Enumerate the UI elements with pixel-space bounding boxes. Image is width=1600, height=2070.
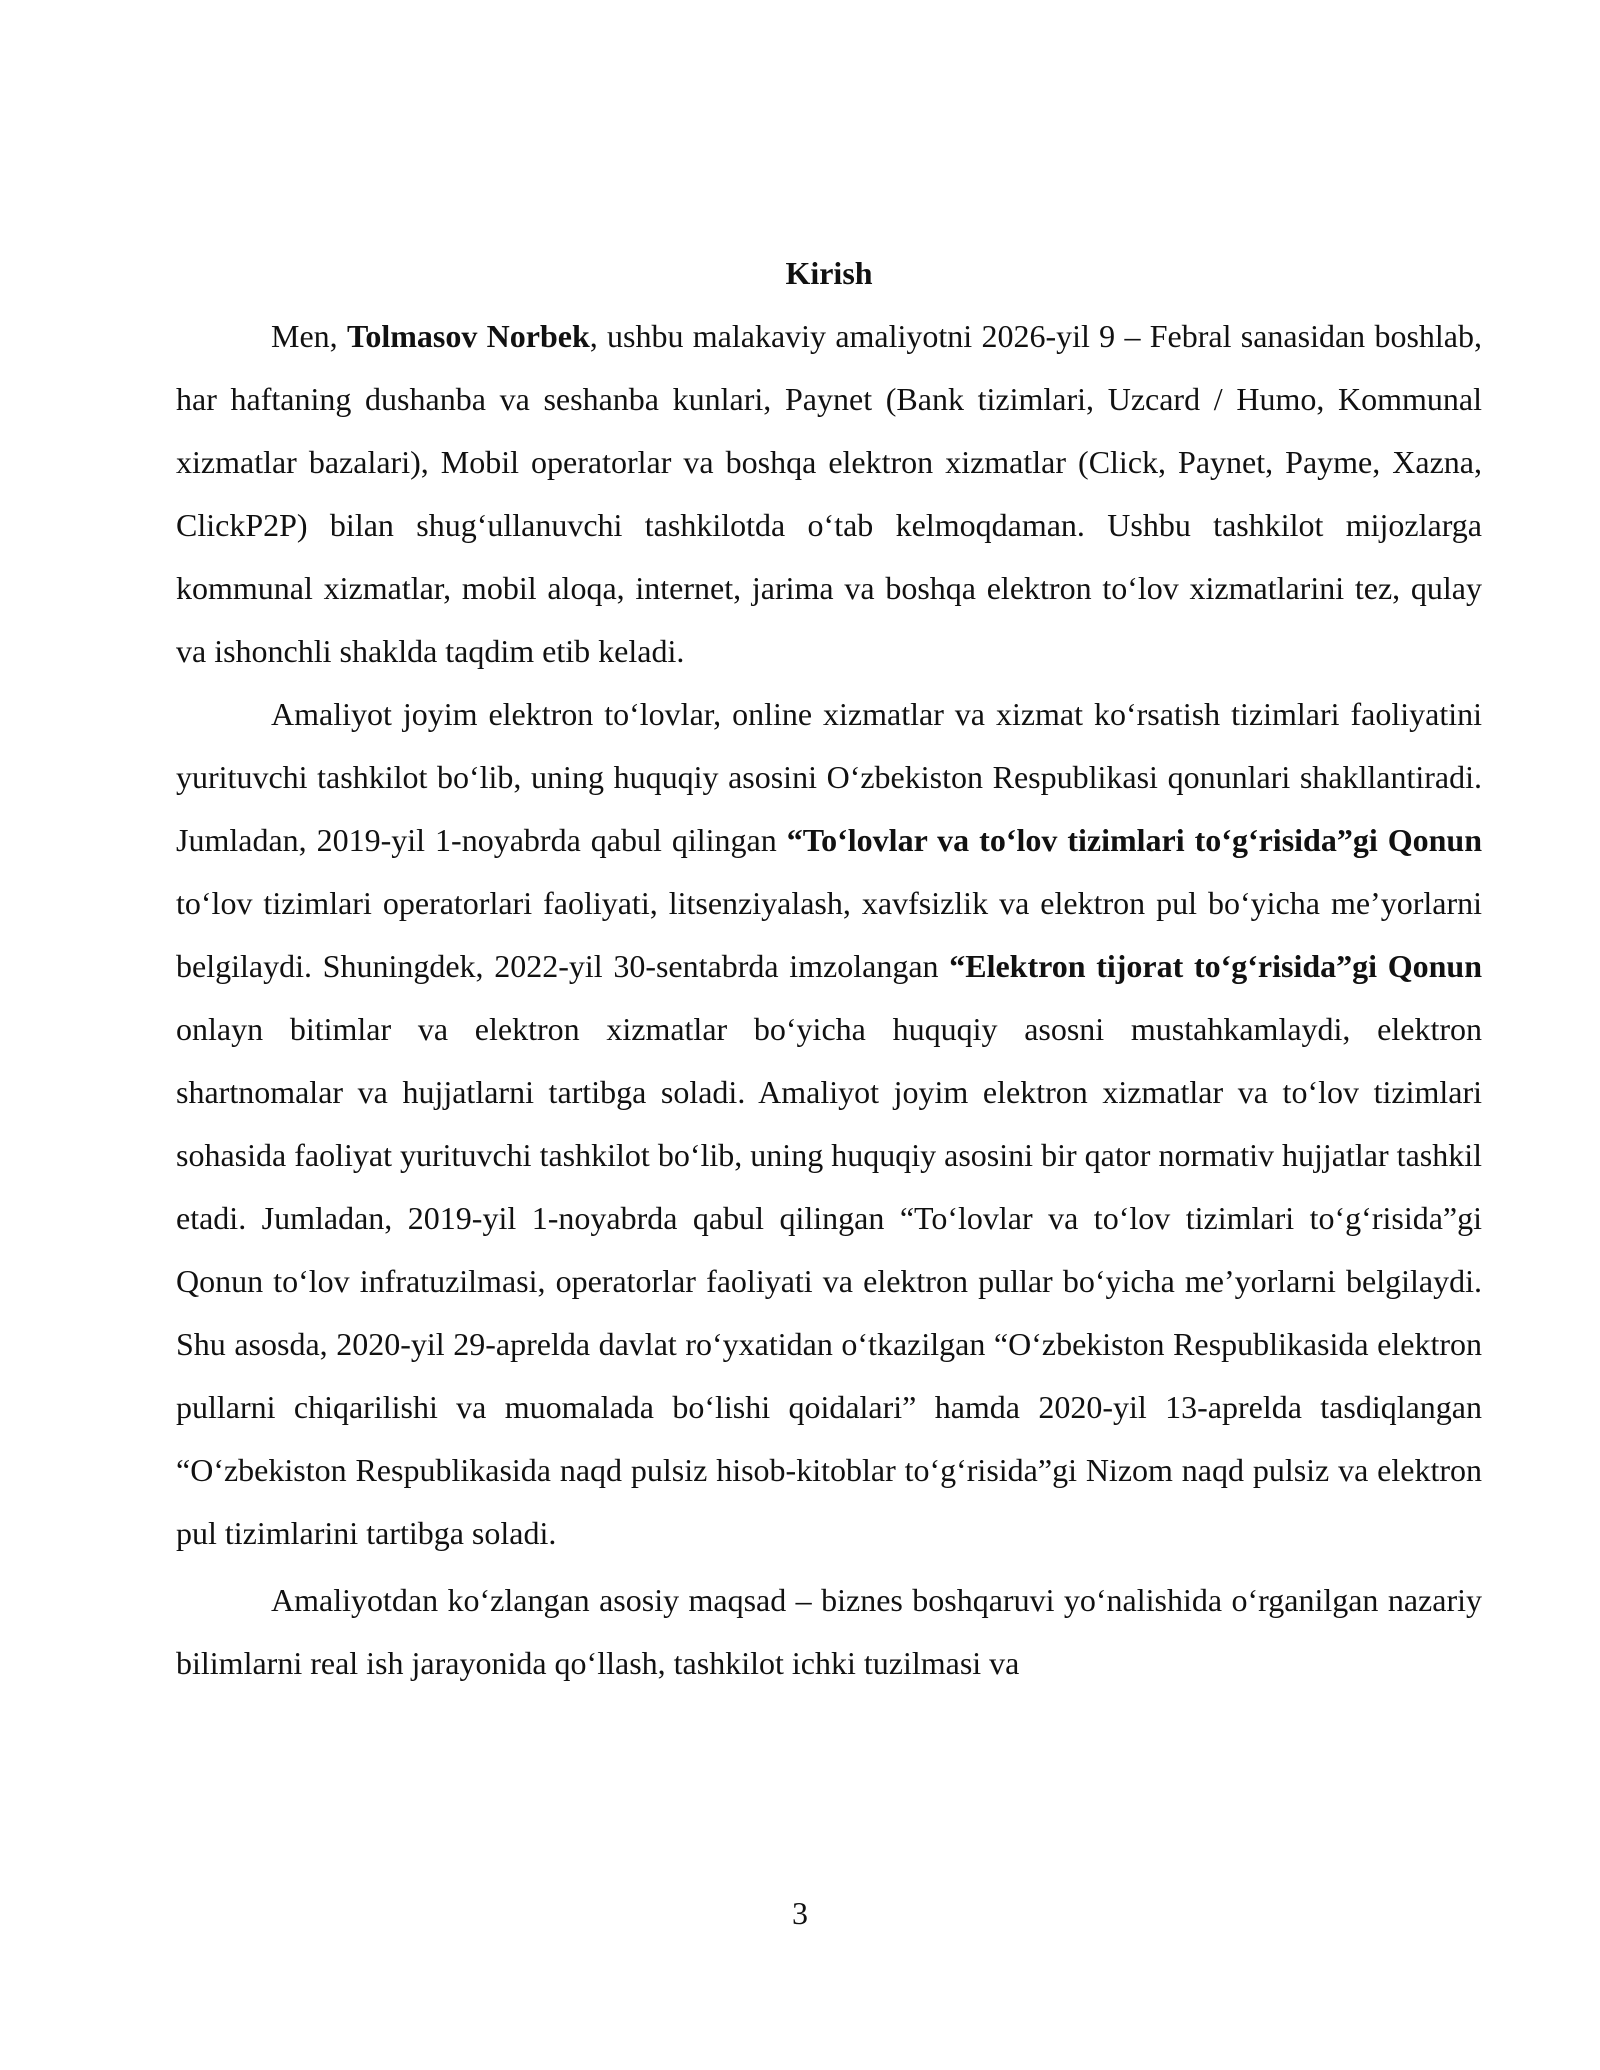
paragraph-text: toʻlov tizimlari operatorlari faoliyati, litsenziyalash, xavfsizlik va elektron pul boʻyicha meʼyorlarni belgilaydi. Shuningdek, 2022-yil 30-sentabrda imzolangan	[176, 885, 1482, 984]
paragraph-text: , ushbu malakaviy amaliyotni 2026-yil 9 – Febral sanasidan boshlab, har haftaning dushanba va seshanba kunlari, Paynet (Bank tizimlari, Uzcard / Humo, Kommunal xizmatlar bazalari), Mobil operatorlar va boshqa elektron xizmatlar (Click, Paynet, Payme, Xazna, ClickP2P) bilan shugʻullanuvchi tashkilotda oʻtab kelmoqdaman. Ushbu tashkilot mijozlarga kommunal xizmatlar, mobil aloqa, internet, jarima va boshqa elektron toʻlov xizmatlarini tez, qulay va ishonchli shaklda taqdim etib keladi.	[176, 318, 1482, 669]
section-heading: Kirish	[785, 255, 873, 291]
author-name: Tolmasov Norbek	[346, 318, 590, 354]
law-title-ecommerce: “Elektron tijorat toʻgʻrisida”gi Qonun	[949, 948, 1483, 984]
law-title-payments: “Toʻlovlar va toʻlov tizimlari toʻgʻrisida”gi Qonun	[786, 822, 1483, 858]
paragraph-goal	[176, 1569, 1482, 1695]
paragraph-text: Amaliyot joyim elektron toʻlovlar, online xizmatlar va xizmat koʻrsatish tizimlari faoliyatini yurituvchi tashkilot boʻlib, uning huquqiy asosini Oʻzbekiston Respublikasi qonunlari shakllantiradi. Jumladan, 2019-yil 1-noyabrda qabul qilingan	[176, 696, 1482, 858]
paragraph-text: Amaliyotdan koʻzlangan asosiy maqsad – biznes boshqaruvi yoʻnalishida oʻrganilgan nazariy bilimlarni real ish jarayonida qoʻllash, tashkilot ichki tuzilmasi va	[176, 1582, 1482, 1681]
paragraph-text: onlayn bitimlar va elektron xizmatlar boʻyicha huquqiy asosni mustahkamlaydi, elektron shartnomalar va hujjatlarni tartibga soladi. Amaliyot joyim elektron xizmatlar va toʻlov tizimlari sohasida faoliyat yurituvchi tashkilot boʻlib, uning huquqiy asosini bir qator normativ hujjatlar tashkil etadi. Jumladan, 2019-yil 1-noyabrda qabul qilingan “Toʻlovlar va toʻlov tizimlari toʻgʻrisida”gi Qonun toʻlov infratuzilmasi, operatorlar faoliyati va elektron pullar boʻyicha meʼyorlarni belgilaydi. Shu asosda, 2020-yil 29-aprelda davlat roʻyxatidan oʻtkazilgan “Oʻzbekiston Respublikasida elektron pullarni chiqarilishi va muomalada boʻlishi qoidalari” hamda 2020-yil 13-aprelda tasdiqlangan “Oʻzbekiston Respublikasida naqd pulsiz hisob-kitoblar toʻgʻrisida”gi Nizom naqd pulsiz va elektron pul tizimlarini tartibga soladi.	[176, 1011, 1482, 1551]
page-number: 3	[792, 1895, 808, 1931]
paragraph-text: Men,	[271, 318, 347, 354]
paragraph-legal-basis	[176, 683, 1482, 1565]
paragraph-intro	[176, 305, 1482, 683]
page-body	[176, 242, 1482, 1695]
